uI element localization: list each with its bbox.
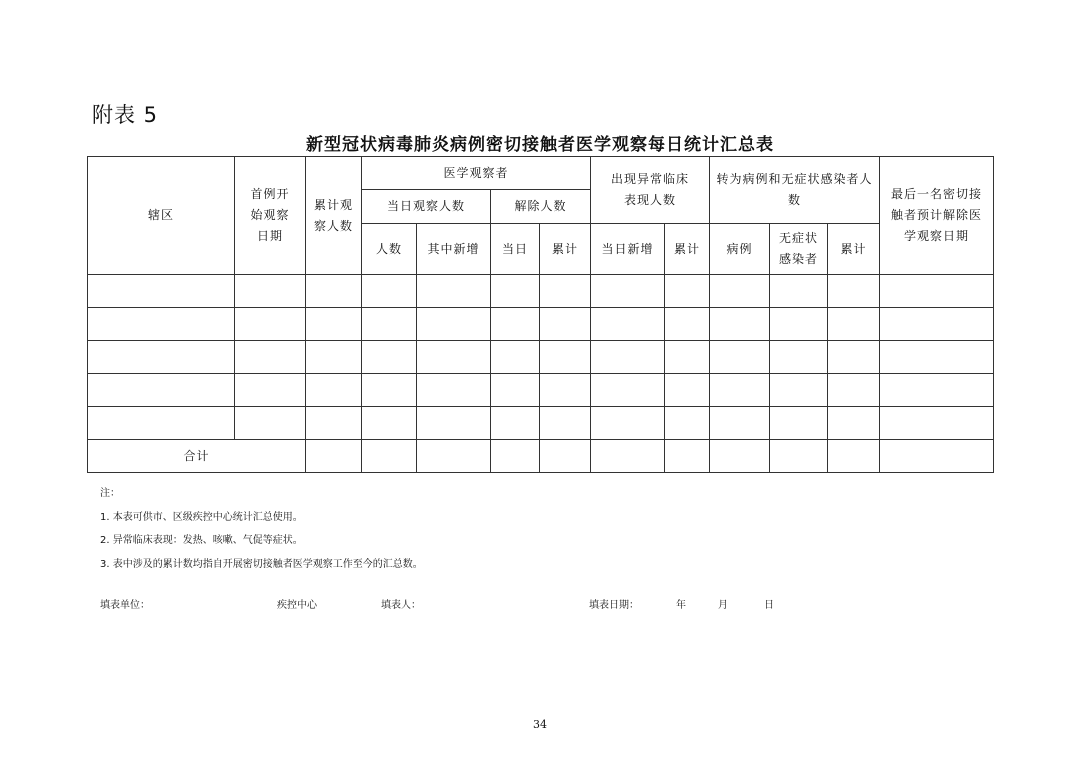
page-number: 34 <box>533 718 547 731</box>
statistics-table <box>87 156 994 473</box>
note-item: 2. 异常临床表现：发热、咳嗽、气促等症状。 <box>100 535 303 546</box>
fill-date-label: 填表日期： <box>589 600 639 611</box>
medical-observer-header: 医学观察者 <box>362 157 591 190</box>
cumulative-subheader: 累计 <box>665 224 710 275</box>
district-header: 辖区 <box>88 157 235 275</box>
table-row <box>88 374 994 407</box>
last-release-date-header: 最后一名密切接触者预计解除医学观察日期 <box>880 157 994 275</box>
asymptomatic-subheader: 无症状感染者 <box>770 224 828 275</box>
abnormal-clinical-header: 出现异常临床表现人数 <box>591 157 710 224</box>
first-case-start-date-header: 首例开始观察日期 <box>235 157 306 275</box>
today-subheader: 当日 <box>491 224 540 275</box>
fill-day: 日 <box>764 600 774 611</box>
fill-cdc: 疾控中心 <box>277 600 317 611</box>
new-among-subheader: 其中新增 <box>417 224 491 275</box>
note-item: 3. 表中涉及的累计数均指自开展密切接触者医学观察工作至今的汇总数。 <box>100 558 423 570</box>
fill-filler-label: 填表人： <box>381 600 421 611</box>
table-row <box>88 341 994 374</box>
people-subheader: 人数 <box>362 224 417 275</box>
released-header: 解除人数 <box>491 190 591 224</box>
form-title: 新型冠状病毒肺炎病例密切接触者医学观察每日统计汇总表 <box>306 135 774 155</box>
notes-heading: 注： <box>100 488 120 499</box>
table-row <box>88 275 994 308</box>
cumulative-subheader: 累计 <box>540 224 591 275</box>
note-item: 1. 本表可供市、区级疾控中心统计汇总使用。 <box>100 511 303 523</box>
cumulative-observed-header: 累计观察人数 <box>306 157 362 275</box>
table-row <box>88 308 994 341</box>
today-observed-header: 当日观察人数 <box>362 190 491 224</box>
fill-unit-label: 填表单位： <box>100 600 150 611</box>
cumulative-subheader: 累计 <box>828 224 880 275</box>
converted-header: 转为病例和无症状感染者人数 <box>710 157 880 224</box>
today-new-subheader: 当日新增 <box>591 224 665 275</box>
appendix-label: 附表 5 <box>92 103 159 127</box>
table-row <box>88 407 994 440</box>
fill-year: 年 <box>676 600 686 611</box>
cases-subheader: 病例 <box>710 224 770 275</box>
notes <box>100 482 423 576</box>
total-row <box>88 440 994 473</box>
fill-month: 月 <box>718 600 728 611</box>
total-label: 合计 <box>88 440 306 473</box>
